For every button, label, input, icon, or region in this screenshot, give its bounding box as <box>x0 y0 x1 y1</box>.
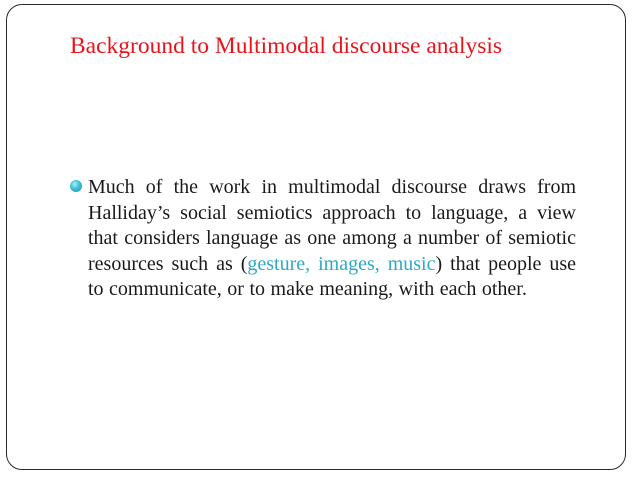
bullet-highlight: gesture, images, music <box>247 252 436 275</box>
bullet-text <box>88 175 576 303</box>
slide-title: Background to Multimodal discourse analysis <box>70 33 503 59</box>
bullet-text-before: Much of the work in multimodal discourse draws from Halliday’s social semiotics approach to language, a view that considers language as one among a number of semiotic resources such as ( <box>88 176 576 275</box>
bullet-item <box>70 175 576 303</box>
bullet-text-after: ) that people use to communicate, or to make meaning, with each other. <box>88 252 577 301</box>
bullet-dot-icon <box>70 180 82 192</box>
